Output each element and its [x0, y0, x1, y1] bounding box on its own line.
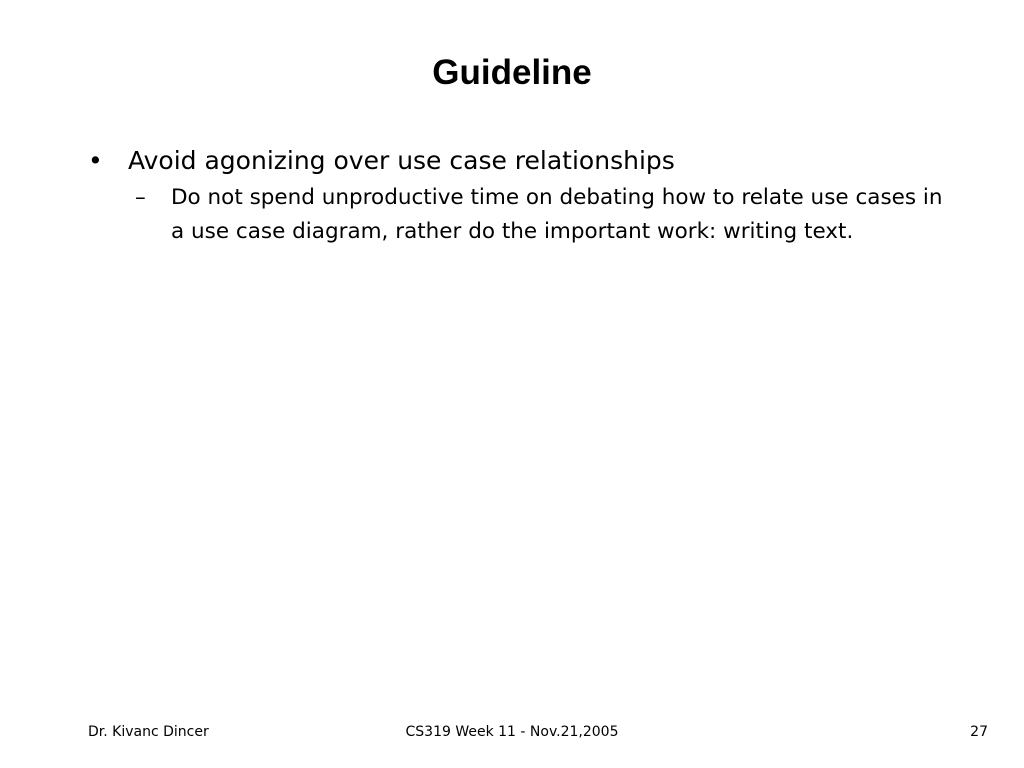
- bullet-item: [88, 143, 968, 249]
- bullet-text: Avoid agonizing over use case relationships: [128, 146, 675, 175]
- sub-bullet-marker: –: [135, 185, 146, 210]
- page-number: 27: [970, 724, 988, 740]
- sub-bullet-text: Do not spend unproductive time on debating how to relate use cases in a use case diagram, rather do the important work: writing text.: [171, 185, 943, 244]
- sub-bullet-item: [135, 181, 968, 249]
- sub-bullet-list: [135, 181, 968, 249]
- footer-course: CS319 Week 11 - Nov.21,2005: [405, 724, 619, 740]
- bullet-list: [88, 143, 968, 249]
- footer-author: Dr. Kivanc Dincer: [88, 724, 209, 740]
- bullet-row: [88, 143, 968, 179]
- bullet-marker: •: [88, 146, 103, 175]
- slide-title: Guideline: [432, 53, 592, 92]
